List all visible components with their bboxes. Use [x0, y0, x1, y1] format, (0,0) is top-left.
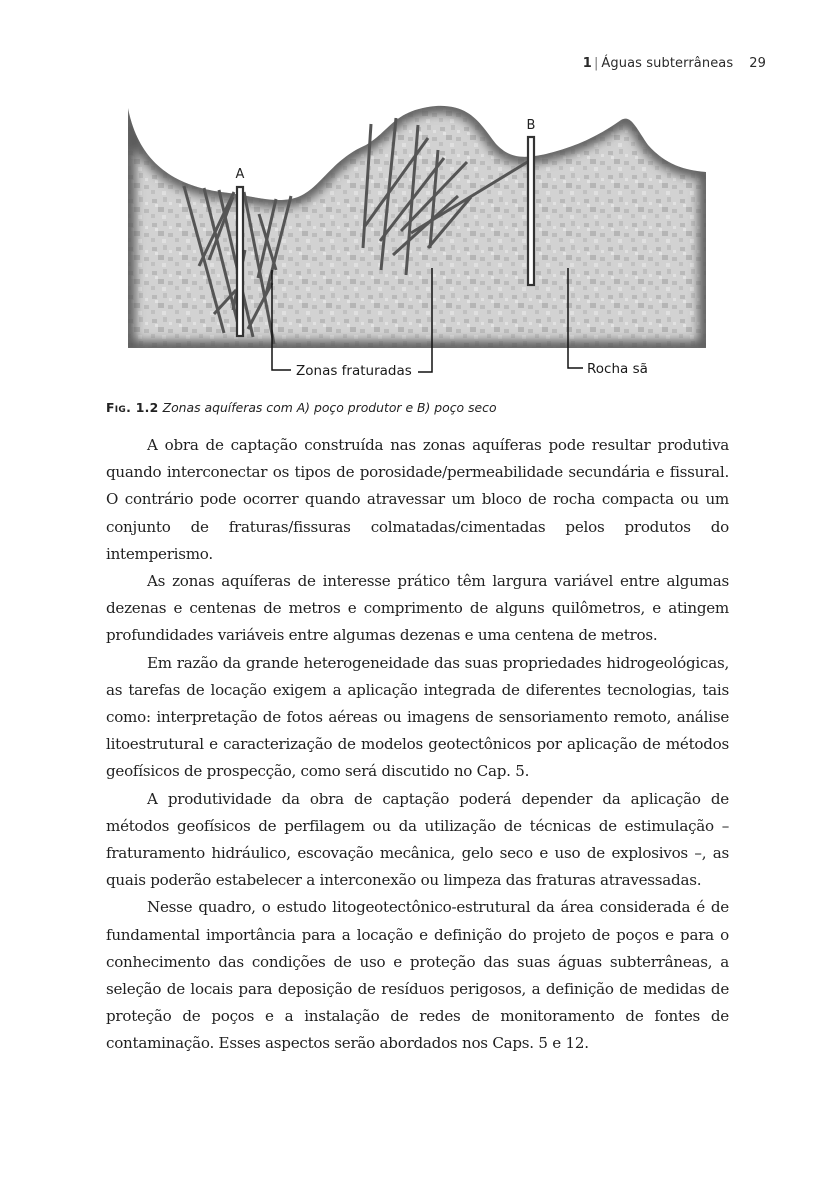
- chapter-title: Águas subterrâneas: [601, 56, 734, 71]
- header-separator: |: [593, 56, 599, 71]
- well-a-label: A: [235, 167, 245, 182]
- running-head: [583, 56, 766, 71]
- paragraph: A produtividade da obra de captação poderá depender da aplicação de métodos geofísicos de perfilagem ou da utilização de técnicas de estimulação – fraturamento hidráulico, escovação mecânica, gelo seco e uso de explosivos –, as quais poderão estabelecer a interconexão ou limpeza das fraturas atravessadas.: [106, 789, 729, 890]
- page-number: 29: [749, 56, 766, 71]
- well-a: [237, 187, 243, 336]
- figure-caption-text: Zonas aquíferas com A) poço produtor e B) poço seco: [162, 400, 497, 415]
- label-sound-rock: Rocha sã: [587, 361, 648, 377]
- paragraph: A obra de captação construída nas zonas aquíferas pode resultar produtiva quando interconectar os tipos de porosidade/permeabilidade secundária e fissural. O contrário pode ocorrer quando atravessar um bloco de rocha compacta ou um conjunto de fraturas/fissuras colmatadas/cimentadas pelos produtos do intemperismo.: [106, 436, 729, 563]
- well-b: [528, 137, 534, 285]
- aquifer-cross-section-figure: [126, 100, 746, 390]
- well-b-label: B: [526, 118, 536, 133]
- figure-number: Fig. 1.2: [106, 400, 159, 415]
- chapter-number: 1: [582, 56, 592, 71]
- cross-section-diagram: [126, 100, 746, 390]
- paragraph: As zonas aquíferas de interesse prático têm largura variável entre algumas dezenas e centenas de metros e comprimento de alguns quilômetros, e atingem profundidades variáveis entre algumas dezenas e uma centena de metros.: [106, 572, 729, 645]
- paragraph: Nesse quadro, o estudo litogeotectônico-estrutural da área considerada é de fundamental importância para a locação e definição do projeto de poços e para o conhecimento das condições de uso e proteção das suas águas subterrâneas, a seleção de locais para deposição de resíduos perigosos, a definição de medidas de proteção de poços e a instalação de redes de monitoramento de fontes de contaminação. Esses aspectos serão abordados nos Caps. 5 e 12.: [106, 898, 729, 1053]
- paragraph: Em razão da grande heterogeneidade das suas propriedades hidrogeológicas, as tarefas de locação exigem a aplicação integrada de diferentes tecnologias, tais como: interpretação de fotos aéreas ou imagens de sensoriamento remoto, análise litoestrutural e caracterização de modelos geotectônicos por aplicação de métodos geofísicos de prospecção, como será discutido no Cap. 5.: [106, 653, 729, 781]
- figure-caption: [106, 400, 497, 415]
- label-fractured-zones: Zonas fraturadas: [296, 363, 412, 379]
- body-text: [106, 432, 729, 1058]
